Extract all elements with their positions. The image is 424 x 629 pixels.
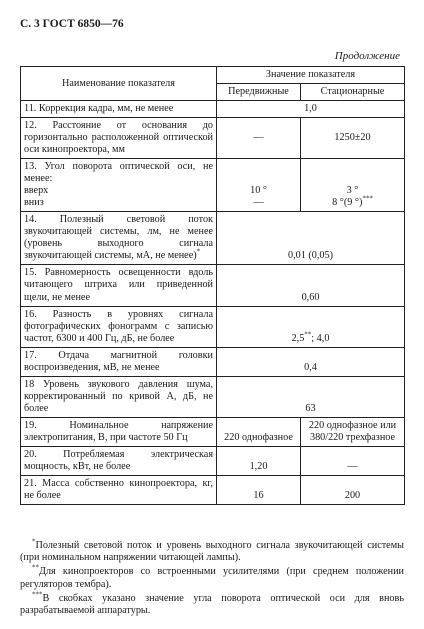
row-stationary-value-down-wrap [304, 194, 401, 209]
row-mobile-value-up: 10 ° [250, 185, 267, 197]
table-row [21, 306, 405, 347]
row-name: 13. Угол поворота оптической оси, не менее: [24, 161, 213, 185]
row-mobile-value-down: — [253, 197, 264, 209]
row-stationary-value: 1250±20 [301, 118, 405, 159]
row-mobile-values [217, 159, 301, 212]
row-shared-value: 0,01 (0,05) [217, 212, 405, 265]
footnote-text: Для кинопроекторов со встроенными усилителями (при среднем положении регуляторов тембра). [20, 566, 404, 590]
row-name: 14. Полезный световой поток звукочитающей системы, лм, не менее (уровень выходного сигнала звукочитающей системы, мА, не менее) [24, 214, 213, 262]
table-row [21, 376, 405, 417]
table-header-row [21, 67, 405, 84]
row-shared-value: 63 [217, 376, 405, 417]
row-shared-value-wrap [217, 306, 405, 347]
footnotes [20, 537, 404, 619]
row-stationary-value-down: 8 °(9 °) [332, 197, 363, 209]
footnote-marker: ** [304, 330, 312, 339]
row-subitem-down: вниз [24, 197, 44, 209]
row-stationary-value: 220 однофазное или 380/220 трехфазное [301, 417, 405, 446]
footnote-marker: ** [32, 564, 39, 573]
footnote-marker: *** [362, 194, 373, 203]
row-name: 17. Отдача магнитной головки воспроизведения, мВ, не менее [21, 347, 217, 376]
table-row [21, 446, 405, 475]
row-stationary-values [301, 159, 405, 212]
column-header-name: Наименование показателя [21, 67, 217, 101]
row-shared-value-b: ; 4,0 [311, 332, 330, 344]
page-header: С. 3 ГОСТ 6850—76 [20, 18, 124, 30]
footnote [20, 590, 404, 617]
spec-table [20, 66, 405, 505]
footnote [20, 537, 404, 564]
footnote-text: В скобках указано значение угла поворота оптической оси для вновь разрабатываемой аппаратуры. [20, 592, 404, 617]
row-stationary-value-up: 3 ° [346, 185, 359, 197]
row-name-wrap [21, 212, 217, 265]
row-mobile-value: 16 [217, 475, 301, 504]
footnote-marker: * [32, 537, 36, 546]
row-name: 21. Масса собственно кинопроектора, кг, не более [21, 475, 217, 504]
row-name-group [21, 159, 217, 212]
row-stationary-value: — [301, 446, 405, 475]
footnote [20, 566, 404, 590]
row-shared-value: 0,60 [217, 265, 405, 306]
row-name: 12. Расстояние от основания до горизонтально расположенной оптической оси кинопроектора, мм [21, 118, 217, 159]
table-row [21, 101, 405, 118]
row-mobile-value: 220 однофазное [217, 417, 301, 446]
column-header-value: Значение показателя [217, 67, 405, 84]
row-name: 19. Номинальное напряжение электропитания, В, при частоте 50 Гц [21, 417, 217, 446]
row-name: 18 Уровень звукового давления шума, корректированный по кривой А, дБ, не более [21, 376, 217, 417]
column-header-stationary: Стационарные [301, 84, 405, 101]
table-row [21, 265, 405, 306]
table-row [21, 417, 405, 446]
continuation-label: Продолжение [334, 50, 400, 62]
row-mobile-value: 1,20 [217, 446, 301, 475]
footnote-marker: * [196, 248, 201, 257]
footnote-text: Полезный световой поток и уровень выходного сигнала звукочитающей системы (при номинальном напряжении читающей лампы). [20, 540, 404, 564]
table-row [21, 212, 405, 265]
row-shared-value: 1,0 [217, 101, 405, 118]
row-mobile-value: — [217, 118, 301, 159]
table-row [21, 475, 405, 504]
row-name: 20. Потребляемая электрическая мощность, кВт, не более [21, 446, 217, 475]
row-name: 16. Разность в уровнях сигнала фотографических фонограмм с записью частот, 6300 и 400 Гц, дБ, не более [21, 306, 217, 347]
table-row [21, 347, 405, 376]
row-name: 11. Коррекция кадра, мм, не менее [21, 101, 217, 118]
row-shared-value: 0,4 [217, 347, 405, 376]
footnote-marker: *** [32, 590, 43, 599]
table-row [21, 118, 405, 159]
row-subitem-up: вверх [24, 185, 49, 197]
row-stationary-value: 200 [301, 475, 405, 504]
column-header-mobile: Передвижные [217, 84, 301, 101]
row-shared-value-a: 2,5 [291, 332, 305, 344]
row-name: 15. Равномерность освещенности вдоль читающего штриха или приведенной щели, не менее [21, 265, 217, 306]
table-row [21, 159, 405, 212]
